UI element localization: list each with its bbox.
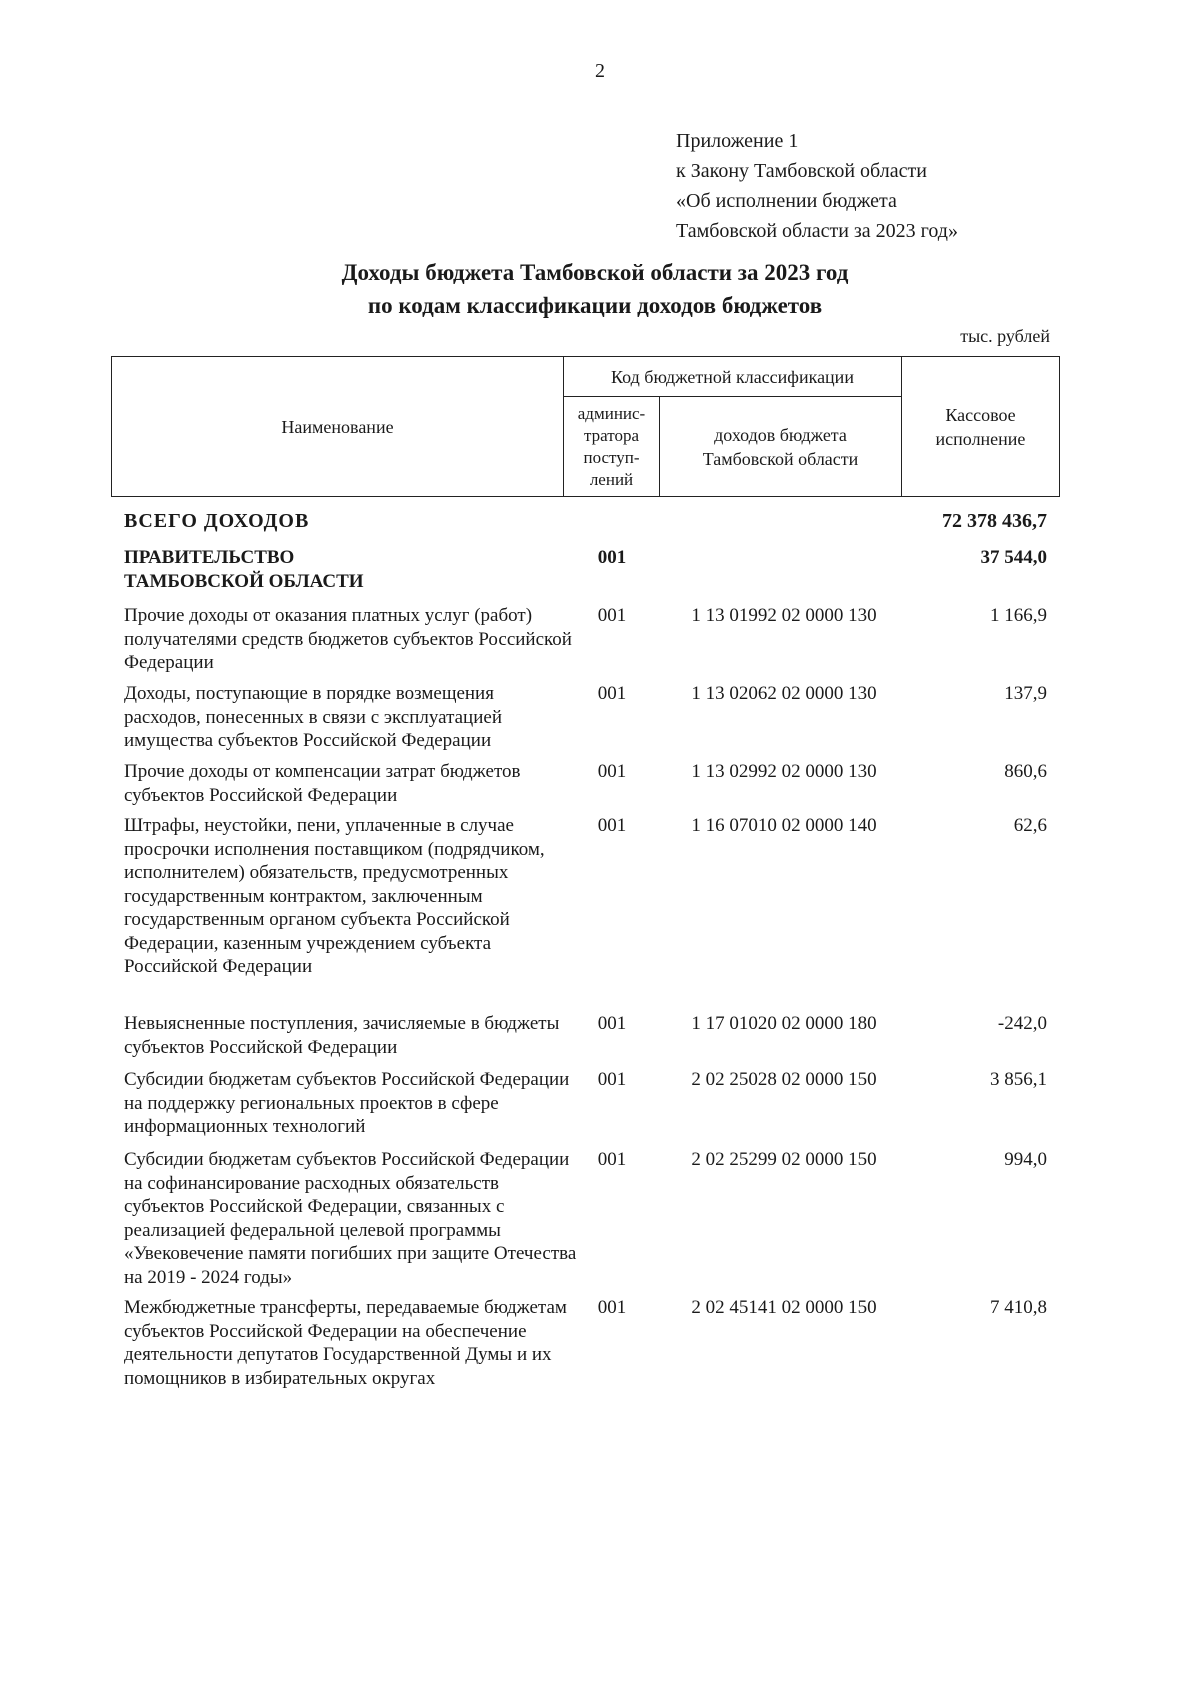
title-line-1: Доходы бюджета Тамбовской области за 2023 год [341,260,849,285]
row-admin: 001 [597,815,627,836]
header-name: Наименование [112,357,564,497]
appendix-line: Приложение 1 [676,130,799,152]
row-code: 1 17 01020 02 0000 180 [691,1013,877,1034]
row-amount: 72 378 436,7 [942,510,1047,532]
units-label: тыс. рублей [960,326,1050,346]
row-amount: -242,0 [997,1013,1047,1034]
appendix-line: «Об исполнении бюджета [676,190,897,212]
row-amount: 62,6 [1013,815,1047,836]
row-admin: 001 [597,605,627,626]
title-line-2: по кодам классификации доходов бюджетов [367,293,823,318]
table-row [111,682,1059,760]
table-row [111,1068,1059,1148]
row-name: Доходы, поступающие в порядке возмещения расходов, понесенных в связи с эксплуатацией имущества субъектов Российской Федерации [124,683,502,751]
table-row [111,814,1059,1012]
row-name: Штрафы, неустойки, пени, уплаченные в случае просрочки исполнения поставщиком (подрядчиком, исполнителем) обязательств, предусмотренных государственным контрактом, заключенным государственным органом субъекта Российской Федерации, казенным учреждением субъекта Российской Федерации [124,815,545,977]
appendix-line: к Закону Тамбовской области [676,160,927,182]
table-row [111,1296,1059,1426]
row-name: Субсидии бюджетам субъектов Российской Федерации на софинансирование расходных обязательств субъектов Российской Федерации, связанных с реализацией федеральной целевой программы «Увековечение памяти погибших при защите Отечества на 2019 - 2024 годы» [124,1149,577,1288]
page-number: 2 [595,60,605,82]
row-admin: 001 [597,1149,627,1170]
table-row [111,1148,1059,1296]
row-amount: 3 856,1 [990,1069,1047,1090]
row-name: Прочие доходы от компенсации затрат бюджетов субъектов Российской Федерации [124,761,521,806]
header-code-group: Код бюджетной классификации [564,357,902,397]
row-code: 2 02 25028 02 0000 150 [691,1069,877,1090]
row-name: Невыясненные поступления, зачисляемые в бюджеты субъектов Российской Федерации [124,1013,560,1058]
row-name: Прочие доходы от оказания платных услуг (работ) получателями средств бюджетов субъектов Российской Федерации [124,605,572,673]
row-code: 1 16 07010 02 0000 140 [691,815,877,836]
appendix-note [676,126,958,246]
header-amount: Кассовое исполнение [902,357,1060,497]
row-admin: 001 [597,1297,627,1318]
row-name: Межбюджетные трансферты, передаваемые бюджетам субъектов Российской Федерации на обеспечение деятельности депутатов Государственной Думы и их помощников в избирательных округах [124,1297,567,1389]
table-row [111,510,1059,544]
row-amount: 137,9 [1004,683,1047,704]
table-header [111,356,1060,497]
row-amount: 994,0 [1004,1149,1047,1170]
row-code: 1 13 01992 02 0000 130 [691,605,877,626]
row-name: Субсидии бюджетам субъектов Российской Федерации на поддержку региональных проектов в сфере информационных технологий [124,1069,570,1137]
header-admin: админис-тратора поступ-лений [564,397,660,497]
row-admin: 001 [597,683,627,704]
row-admin: 001 [597,1013,627,1034]
document-title [150,256,1040,322]
table-row [111,546,1059,602]
row-amount: 7 410,8 [990,1297,1047,1318]
table-row [111,1012,1059,1068]
row-code: 2 02 25299 02 0000 150 [691,1149,877,1170]
row-admin: 001 [597,761,627,782]
row-code: 1 13 02992 02 0000 130 [691,761,877,782]
row-admin: 001 [597,547,627,568]
appendix-line: Тамбовской области за 2023 год» [676,220,958,242]
row-code: 2 02 45141 02 0000 150 [691,1297,877,1318]
revenue-table-body [111,500,1059,1412]
row-amount: 1 166,9 [990,605,1047,626]
row-admin: 001 [597,1069,627,1090]
row-name: ВСЕГО ДОХОДОВ [124,510,310,532]
row-amount: 37 544,0 [980,547,1047,568]
table-row [111,604,1059,682]
table-row [111,760,1059,814]
row-amount: 860,6 [1004,761,1047,782]
row-code: 1 13 02062 02 0000 130 [691,683,877,704]
row-name: ПРАВИТЕЛЬСТВО ТАМБОВСКОЙ ОБЛАСТИ [124,547,364,592]
header-revenue-code: доходов бюджета Тамбовской области [660,397,902,497]
